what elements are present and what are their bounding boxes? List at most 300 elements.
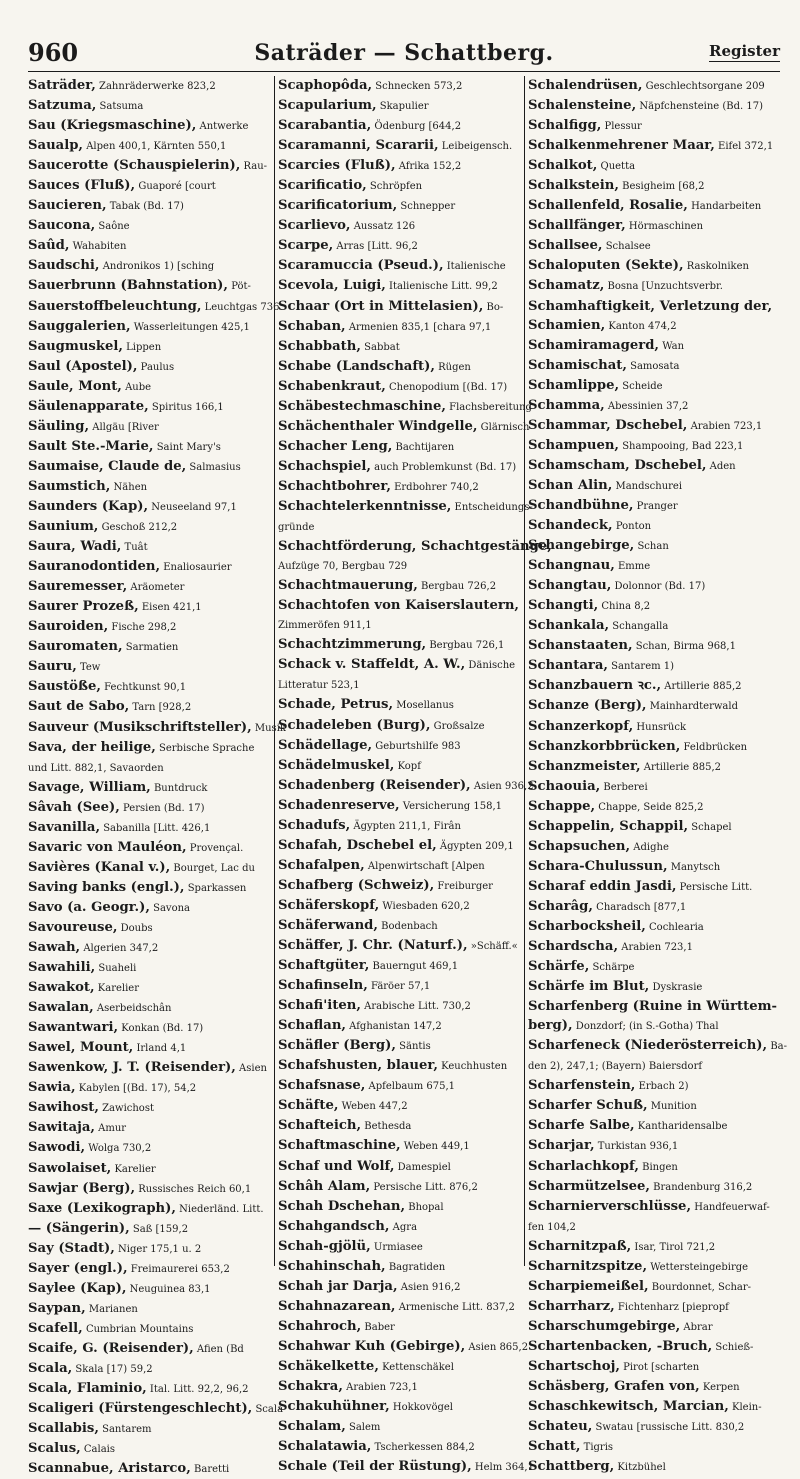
index-entry bbox=[28, 1379, 272, 1399]
index-entry bbox=[278, 1197, 522, 1217]
index-entry bbox=[278, 1036, 522, 1056]
entry-headword: Savières (Kanal v.), bbox=[28, 859, 171, 875]
page-number: 960 bbox=[28, 38, 79, 67]
entry-headword: Schahgandsch, bbox=[278, 1218, 390, 1234]
entry-headword: Schalkenmehrener Maar, bbox=[528, 138, 715, 154]
entry-reference: Zahnräderwerke 823,2 bbox=[95, 81, 216, 92]
index-entry bbox=[278, 297, 522, 317]
index-entry bbox=[28, 537, 272, 557]
index-entry bbox=[528, 1437, 780, 1457]
entry-reference: Arabische Litt. 730,2 bbox=[360, 1001, 471, 1013]
index-entry bbox=[278, 556, 522, 576]
entry-reference: Artillerie 885,2 bbox=[640, 761, 722, 773]
entry-headword: Sault Ste.-Marie, bbox=[28, 438, 154, 454]
entry-headword: Sauroiden, bbox=[28, 619, 109, 635]
entry-headword: Schanzerkopf, bbox=[528, 718, 634, 734]
entry-reference: Bachtijaren bbox=[392, 441, 455, 453]
index-entry bbox=[528, 436, 780, 456]
index-entry bbox=[278, 337, 522, 357]
index-entry bbox=[528, 1036, 788, 1056]
entry-headword: Schabbath, bbox=[278, 338, 361, 354]
entry-reference: Santarem 1) bbox=[608, 661, 675, 673]
entry-headword: Scalus, bbox=[28, 1441, 81, 1457]
entry-headword: Schandbühne, bbox=[528, 497, 634, 513]
entry-reference: Asien 865,2 bbox=[465, 1341, 529, 1353]
entry-headword: Say (Stadt), bbox=[28, 1240, 115, 1256]
entry-reference: Baretti bbox=[190, 1464, 230, 1476]
entry-headword: Scharfe Salbe, bbox=[528, 1118, 635, 1134]
entry-reference: Konkan (Bd. 17) bbox=[118, 1023, 204, 1035]
entry-reference: Hokkovögel bbox=[389, 1402, 453, 1414]
entry-headword: Schadenreserve, bbox=[278, 797, 400, 813]
index-entry bbox=[528, 336, 780, 356]
index-entry bbox=[28, 397, 272, 417]
entry-headword: Scharâg, bbox=[528, 898, 593, 914]
index-entry bbox=[528, 696, 780, 716]
index-entry bbox=[28, 617, 272, 637]
index-entry bbox=[528, 476, 780, 496]
index-entry bbox=[278, 477, 522, 497]
entry-headword: Scarpe, bbox=[278, 238, 334, 254]
entry-headword: Scharnitzspitze, bbox=[528, 1258, 648, 1274]
entry-reference: Aufzüge 70, Bergbau 729 bbox=[278, 561, 408, 573]
index-entry bbox=[28, 838, 272, 858]
index-entry bbox=[28, 1018, 272, 1038]
index-entry bbox=[28, 557, 272, 577]
entry-reference: Calais bbox=[80, 1444, 116, 1456]
entry-reference: Ägypten 211,1, Firân bbox=[350, 820, 461, 832]
entry-reference: Ägypten 209,1 bbox=[436, 840, 514, 852]
entry-reference: Leibeigensch. bbox=[438, 141, 513, 153]
entry-headword: Schahroch, bbox=[278, 1318, 362, 1334]
entry-reference: Persien (Bd. 17) bbox=[119, 802, 205, 814]
entry-reference: Dolonnor (Bd. 17) bbox=[611, 581, 706, 593]
entry-reference: Glärnisch bbox=[477, 421, 530, 433]
entry-reference: Säntis bbox=[395, 1041, 431, 1053]
entry-headword: Schaschkewitsch, Marcian, bbox=[528, 1399, 729, 1415]
index-entry bbox=[278, 517, 522, 537]
entry-reference: Mosellanus bbox=[393, 700, 454, 712]
index-entry bbox=[28, 697, 272, 717]
page-header bbox=[28, 38, 780, 68]
index-entry bbox=[528, 236, 780, 256]
index-column-1 bbox=[28, 76, 286, 1477]
entry-headword: Schabe (Landschaft), bbox=[278, 358, 435, 374]
entry-headword: Scala, Flaminio, bbox=[28, 1381, 147, 1397]
entry-reference: Aden bbox=[706, 460, 736, 472]
entry-reference: China 8,2 bbox=[598, 601, 651, 613]
index-entry bbox=[528, 636, 780, 656]
entry-headword: Scapularium, bbox=[278, 98, 377, 114]
entry-reference: Afrika 152,2 bbox=[395, 161, 462, 173]
entry-reference: Geburtshilfe 983 bbox=[372, 740, 461, 752]
entry-reference: Shampooing, Bad 223,1 bbox=[619, 440, 744, 452]
index-entry bbox=[28, 1159, 272, 1179]
entry-headword: Schallfänger, bbox=[528, 218, 626, 234]
index-entry bbox=[28, 1319, 272, 1339]
entry-headword: Schafi'iten, bbox=[278, 998, 361, 1014]
entry-headword: Saträder, bbox=[28, 78, 96, 93]
index-entry bbox=[278, 916, 522, 936]
entry-reference: Salem bbox=[345, 1422, 381, 1434]
entry-headword: Saypan, bbox=[28, 1300, 86, 1316]
entry-reference: Neuseeland 97,1 bbox=[148, 501, 237, 513]
entry-headword: Schahinschah, bbox=[278, 1258, 386, 1274]
entry-reference: Arabien 723,1 bbox=[342, 1382, 418, 1394]
entry-headword: Schadenberg (Reisender), bbox=[278, 777, 471, 793]
entry-reference: Keuchhusten bbox=[437, 1061, 508, 1073]
index-entry bbox=[28, 858, 272, 878]
entry-reference: Doubs bbox=[117, 922, 153, 934]
entry-reference: Abessinien 37,2 bbox=[604, 400, 689, 412]
entry-headword: Sauveur (Musikschriftsteller), bbox=[28, 719, 252, 735]
entry-reference: Handfeuerwaf- bbox=[691, 1201, 770, 1213]
entry-reference: Schärpe bbox=[589, 962, 635, 974]
index-entry bbox=[528, 817, 780, 837]
entry-headword: Scannabue, Aristarco, bbox=[28, 1461, 191, 1477]
entry-reference: Aräometer bbox=[127, 582, 185, 594]
entry-headword: Saurer Prozeß, bbox=[28, 599, 139, 615]
entry-reference: Mandschurei bbox=[612, 480, 683, 492]
entry-headword: Schäfte, bbox=[278, 1098, 339, 1114]
index-entry bbox=[28, 778, 272, 798]
entry-reference: Lippen bbox=[122, 341, 162, 353]
index-entry bbox=[278, 635, 522, 655]
entry-reference: Schalsee bbox=[602, 241, 651, 253]
entry-headword: Schappe, bbox=[528, 798, 596, 814]
entry-reference: Afghanistan 147,2 bbox=[346, 1021, 442, 1033]
entry-reference: Klein- bbox=[728, 1402, 762, 1414]
entry-headword: Schafteich, bbox=[278, 1118, 362, 1134]
index-entry bbox=[278, 576, 522, 596]
entry-headword: Schade, Petrus, bbox=[278, 697, 394, 713]
entry-reference: Niederländ. Litt. bbox=[175, 1203, 264, 1215]
entry-reference: Ital. Litt. 92,2, 96,2 bbox=[146, 1384, 249, 1396]
entry-headword: Schamhaftigkeit, Verletzung der, bbox=[528, 298, 773, 314]
index-entry bbox=[28, 457, 272, 477]
index-entry bbox=[28, 517, 272, 537]
entry-headword: Sawahili, bbox=[28, 960, 96, 976]
entry-reference: Eifel 372,1 bbox=[714, 141, 774, 153]
entry-headword: Saustöße, bbox=[28, 679, 101, 695]
index-entry bbox=[278, 856, 522, 876]
entry-reference: Persische Litt. bbox=[676, 881, 753, 893]
index-entry bbox=[28, 1299, 272, 1319]
entry-reference: Kettenschäkel bbox=[378, 1362, 454, 1373]
index-entry bbox=[28, 1239, 272, 1259]
entry-headword: Schakra, bbox=[278, 1379, 343, 1395]
index-entry bbox=[28, 276, 272, 296]
index-entry bbox=[28, 76, 272, 96]
entry-reference: Alpenwirtschaft [Alpen bbox=[364, 860, 485, 872]
entry-reference: Hunsrück bbox=[633, 721, 687, 733]
index-entry bbox=[528, 256, 780, 276]
entry-headword: Saunders (Kap), bbox=[28, 498, 149, 514]
entry-headword: Schalendrüsen, bbox=[528, 78, 643, 93]
entry-reference: Pirot [scharten bbox=[619, 1362, 700, 1373]
entry-headword: Schäsberg, Grafen von, bbox=[528, 1379, 700, 1395]
index-entry bbox=[278, 76, 522, 96]
entry-reference: Hörmaschinen bbox=[625, 221, 704, 233]
index-entry bbox=[278, 1377, 522, 1397]
index-entry bbox=[28, 1279, 272, 1299]
entry-headword: Scaphopôda, bbox=[278, 78, 373, 93]
entry-reference: Weben 447,2 bbox=[338, 1101, 408, 1113]
entry-headword: Sayer (engl.), bbox=[28, 1260, 128, 1276]
entry-reference: Zawichost bbox=[98, 1103, 154, 1115]
index-entry bbox=[528, 757, 780, 777]
index-entry bbox=[28, 297, 280, 317]
index-entry bbox=[528, 1317, 780, 1337]
entry-headword: Schalfigg, bbox=[528, 118, 602, 134]
entry-headword: Schadeleben (Burg), bbox=[278, 717, 431, 733]
entry-headword: Schammar, Dschebel, bbox=[528, 417, 688, 433]
entry-headword: Schangnau, bbox=[528, 558, 615, 574]
entry-headword: Scarificatorium, bbox=[278, 198, 398, 214]
entry-headword: Satzuma, bbox=[28, 98, 97, 114]
entry-reference: Tew bbox=[76, 662, 101, 674]
entry-headword: Schabenkraut, bbox=[278, 378, 386, 394]
entry-reference: Fechtkunst 90,1 bbox=[100, 682, 187, 694]
index-entry bbox=[28, 317, 272, 337]
entry-headword: Sauerbrunn (Bahnstation), bbox=[28, 278, 229, 294]
entry-headword: Schafalpen, bbox=[278, 857, 365, 873]
entry-reference: Armenische Litt. 837,2 bbox=[395, 1301, 515, 1313]
entry-reference: Rügen bbox=[434, 361, 471, 373]
entry-headword: Scafell, bbox=[28, 1320, 83, 1336]
entry-headword: Sauerstoffbeleuchtung, bbox=[28, 298, 202, 314]
entry-reference: »Schäff.« bbox=[467, 941, 518, 953]
entry-headword: Schack v. Staffeldt, A. W., bbox=[278, 657, 466, 673]
entry-reference: Santarem bbox=[98, 1424, 152, 1436]
entry-reference: Schan bbox=[634, 541, 669, 553]
entry-reference: Zimmeröfen 911,1 bbox=[278, 620, 372, 632]
entry-headword: Schaftmaschine, bbox=[278, 1138, 401, 1154]
index-entry bbox=[278, 736, 522, 756]
entry-headword: Schallsee, bbox=[528, 238, 603, 254]
index-entry bbox=[278, 896, 522, 916]
entry-headword: Scharlachkopf, bbox=[528, 1158, 639, 1174]
entry-headword: Schah jar Darja, bbox=[278, 1278, 398, 1294]
entry-headword: Schaouia, bbox=[528, 778, 601, 794]
entry-headword: Scarcies (Fluß), bbox=[278, 158, 396, 174]
entry-headword: Schädelmuskel, bbox=[278, 757, 395, 773]
entry-reference: Andronikos 1) [sching bbox=[99, 261, 215, 273]
index-entry bbox=[528, 1377, 780, 1397]
entry-reference: Tscherkessen 884,2 bbox=[371, 1442, 475, 1454]
index-entry bbox=[28, 1179, 272, 1199]
entry-reference: Wasserleitungen 425,1 bbox=[130, 321, 250, 333]
entry-reference: Geschoß 212,2 bbox=[98, 522, 178, 534]
entry-reference: Pranger bbox=[633, 500, 678, 512]
index-entry bbox=[278, 756, 522, 776]
index-entry bbox=[278, 596, 522, 615]
entry-reference: Leuchtgas 736 bbox=[201, 301, 280, 313]
entry-reference: Weben 449,1 bbox=[400, 1141, 470, 1153]
entry-reference: Schieß- bbox=[712, 1341, 754, 1353]
index-entry bbox=[528, 276, 780, 296]
entry-headword: Schalam, bbox=[278, 1419, 346, 1435]
entry-reference: gründe bbox=[278, 522, 315, 534]
index-entry bbox=[278, 1116, 522, 1136]
index-entry bbox=[28, 357, 272, 377]
entry-headword: Scarlievo, bbox=[278, 218, 351, 234]
index-entry bbox=[528, 1277, 780, 1297]
entry-reference: Baber bbox=[361, 1321, 395, 1333]
entry-headword: Saucerotte (Schauspielerin), bbox=[28, 158, 241, 174]
index-entry bbox=[278, 816, 522, 836]
entry-reference: Afien (Bd bbox=[193, 1343, 244, 1355]
entry-reference: Schnecken 573,2 bbox=[372, 81, 463, 92]
entry-headword: Sauces (Fluß), bbox=[28, 178, 136, 194]
index-entry bbox=[528, 897, 780, 917]
entry-reference: Arras [Litt. 96,2 bbox=[333, 241, 418, 253]
entry-reference: Tigris bbox=[580, 1442, 614, 1454]
index-entry bbox=[278, 675, 522, 695]
entry-reference: Provençal. bbox=[186, 842, 244, 854]
entry-reference: Italienische bbox=[443, 261, 506, 273]
entry-headword: Schädellage, bbox=[278, 737, 373, 753]
entry-headword: Saxe (Lexikograph), bbox=[28, 1200, 176, 1216]
entry-headword: Schachspiel, bbox=[278, 458, 371, 474]
entry-headword: Scharmützelsee, bbox=[528, 1178, 650, 1194]
index-entry bbox=[278, 417, 530, 437]
entry-reference: Karelier bbox=[111, 1163, 156, 1175]
entry-reference: Kitzbühel bbox=[614, 1462, 666, 1474]
index-entry bbox=[528, 1056, 780, 1076]
index-entry bbox=[278, 1297, 522, 1317]
index-entry bbox=[528, 76, 780, 96]
entry-reference: Emme bbox=[614, 561, 651, 573]
entry-headword: Säulenapparate, bbox=[28, 398, 149, 414]
entry-headword: Schadufs, bbox=[278, 817, 351, 833]
index-entry bbox=[28, 978, 272, 998]
index-entry bbox=[528, 1297, 780, 1317]
entry-headword: Sawakot, bbox=[28, 980, 95, 996]
entry-headword: Sawitaja, bbox=[28, 1120, 95, 1136]
entry-headword: Sauromaten, bbox=[28, 639, 123, 655]
entry-headword: Saunium, bbox=[28, 519, 99, 535]
index-entry bbox=[528, 777, 780, 797]
index-entry bbox=[528, 997, 780, 1016]
index-entry bbox=[528, 1217, 780, 1237]
index-entry bbox=[28, 758, 272, 778]
entry-reference: Enaliosaurier bbox=[160, 562, 232, 574]
index-entry bbox=[278, 796, 522, 816]
index-entry bbox=[528, 496, 780, 516]
index-entry bbox=[528, 116, 780, 136]
entry-reference: Bourdonnet, Schar- bbox=[648, 1281, 752, 1293]
entry-headword: Scharjar, bbox=[528, 1138, 595, 1154]
entry-reference: Munition bbox=[647, 1101, 697, 1113]
index-entry bbox=[278, 1136, 522, 1156]
entry-headword: Schäferskopf, bbox=[278, 897, 380, 913]
entry-reference: Kerpen bbox=[699, 1382, 740, 1394]
index-entry bbox=[528, 596, 780, 616]
entry-reference: Erbach 2) bbox=[635, 1081, 689, 1093]
entry-reference: Wiesbaden 620,2 bbox=[379, 900, 470, 912]
entry-headword: Schartschoj, bbox=[528, 1359, 620, 1374]
index-entry bbox=[528, 1016, 780, 1036]
index-entry bbox=[528, 136, 780, 156]
entry-headword: Scaife, G. (Reisender), bbox=[28, 1340, 194, 1356]
entry-headword: Schalkstein, bbox=[528, 178, 619, 194]
entry-headword: Schaftgüter, bbox=[278, 958, 370, 974]
index-entry bbox=[278, 377, 522, 397]
entry-headword: Scharnierverschlüsse, bbox=[528, 1198, 692, 1214]
entry-headword: Schamatz, bbox=[528, 278, 605, 294]
entry-headword: Saudschi, bbox=[28, 258, 100, 274]
entry-headword: Schalkot, bbox=[528, 158, 598, 174]
index-entry bbox=[28, 918, 272, 938]
entry-reference: und Litt. 882,1, Savaorden bbox=[28, 762, 164, 774]
index-entry bbox=[28, 818, 272, 838]
column-divider bbox=[524, 76, 525, 1266]
entry-reference: Schapel bbox=[688, 821, 732, 833]
entry-reference: Dänische bbox=[465, 660, 516, 672]
entry-headword: Schachtmauerung, bbox=[278, 578, 418, 594]
entry-headword: Scharrharz, bbox=[528, 1298, 615, 1314]
entry-headword: Saylee (Kap), bbox=[28, 1280, 127, 1296]
entry-reference: Eisen 421,1 bbox=[138, 602, 202, 614]
index-entry bbox=[28, 1078, 272, 1098]
entry-headword: Schale (Teil der Rüstung), bbox=[278, 1459, 472, 1475]
index-entry bbox=[28, 1219, 272, 1239]
entry-reference: Kopf bbox=[394, 760, 421, 772]
entry-headword: Schahwar Kuh (Gebirge), bbox=[278, 1338, 466, 1354]
entry-reference: Tabak (Bd. 17) bbox=[106, 201, 184, 213]
index-entry bbox=[28, 156, 272, 176]
entry-headword: Schäfler (Berg), bbox=[278, 1038, 396, 1054]
entry-headword: Scharschumgebirge, bbox=[528, 1318, 681, 1334]
index-entry bbox=[278, 1417, 522, 1437]
index-entry bbox=[28, 597, 272, 617]
index-entry bbox=[278, 1217, 522, 1237]
entry-headword: Sawihost, bbox=[28, 1100, 99, 1116]
index-entry bbox=[528, 297, 780, 316]
index-entry bbox=[278, 1457, 534, 1477]
index-entry bbox=[28, 477, 272, 497]
index-entry bbox=[28, 1419, 272, 1439]
entry-reference: Saône bbox=[95, 221, 130, 233]
entry-reference: Urmiasee bbox=[370, 1241, 423, 1253]
index-entry bbox=[28, 938, 272, 958]
entry-reference: den 2), 247,1; (Bayern) Baiersdorf bbox=[528, 1061, 703, 1073]
entry-headword: Schafberg (Schweiz), bbox=[278, 877, 435, 893]
index-entry bbox=[278, 1317, 522, 1337]
index-entry bbox=[528, 156, 780, 176]
entry-reference: Fische 298,2 bbox=[108, 622, 177, 634]
index-entry bbox=[528, 656, 780, 676]
entry-headword: Sawenkow, J. T. (Reisender), bbox=[28, 1060, 236, 1076]
index-entry bbox=[278, 716, 522, 736]
entry-headword: Schachtbohrer, bbox=[278, 478, 391, 494]
index-entry bbox=[528, 1116, 780, 1136]
index-entry bbox=[528, 536, 780, 556]
entry-reference: Cumbrian Mountains bbox=[82, 1323, 194, 1335]
index-entry bbox=[278, 357, 522, 377]
entry-headword: Schanstaaten, bbox=[528, 638, 633, 654]
index-entry bbox=[28, 1439, 272, 1459]
index-entry bbox=[278, 116, 522, 136]
index-entry bbox=[278, 196, 522, 216]
index-entry bbox=[278, 836, 522, 856]
entry-reference: Guaporé [court bbox=[135, 181, 216, 193]
entry-headword: Saving banks (engl.), bbox=[28, 879, 185, 895]
entry-reference: Scala bbox=[252, 1404, 284, 1416]
index-entry bbox=[28, 236, 272, 256]
entry-headword: Schah-gjölü, bbox=[278, 1238, 371, 1254]
